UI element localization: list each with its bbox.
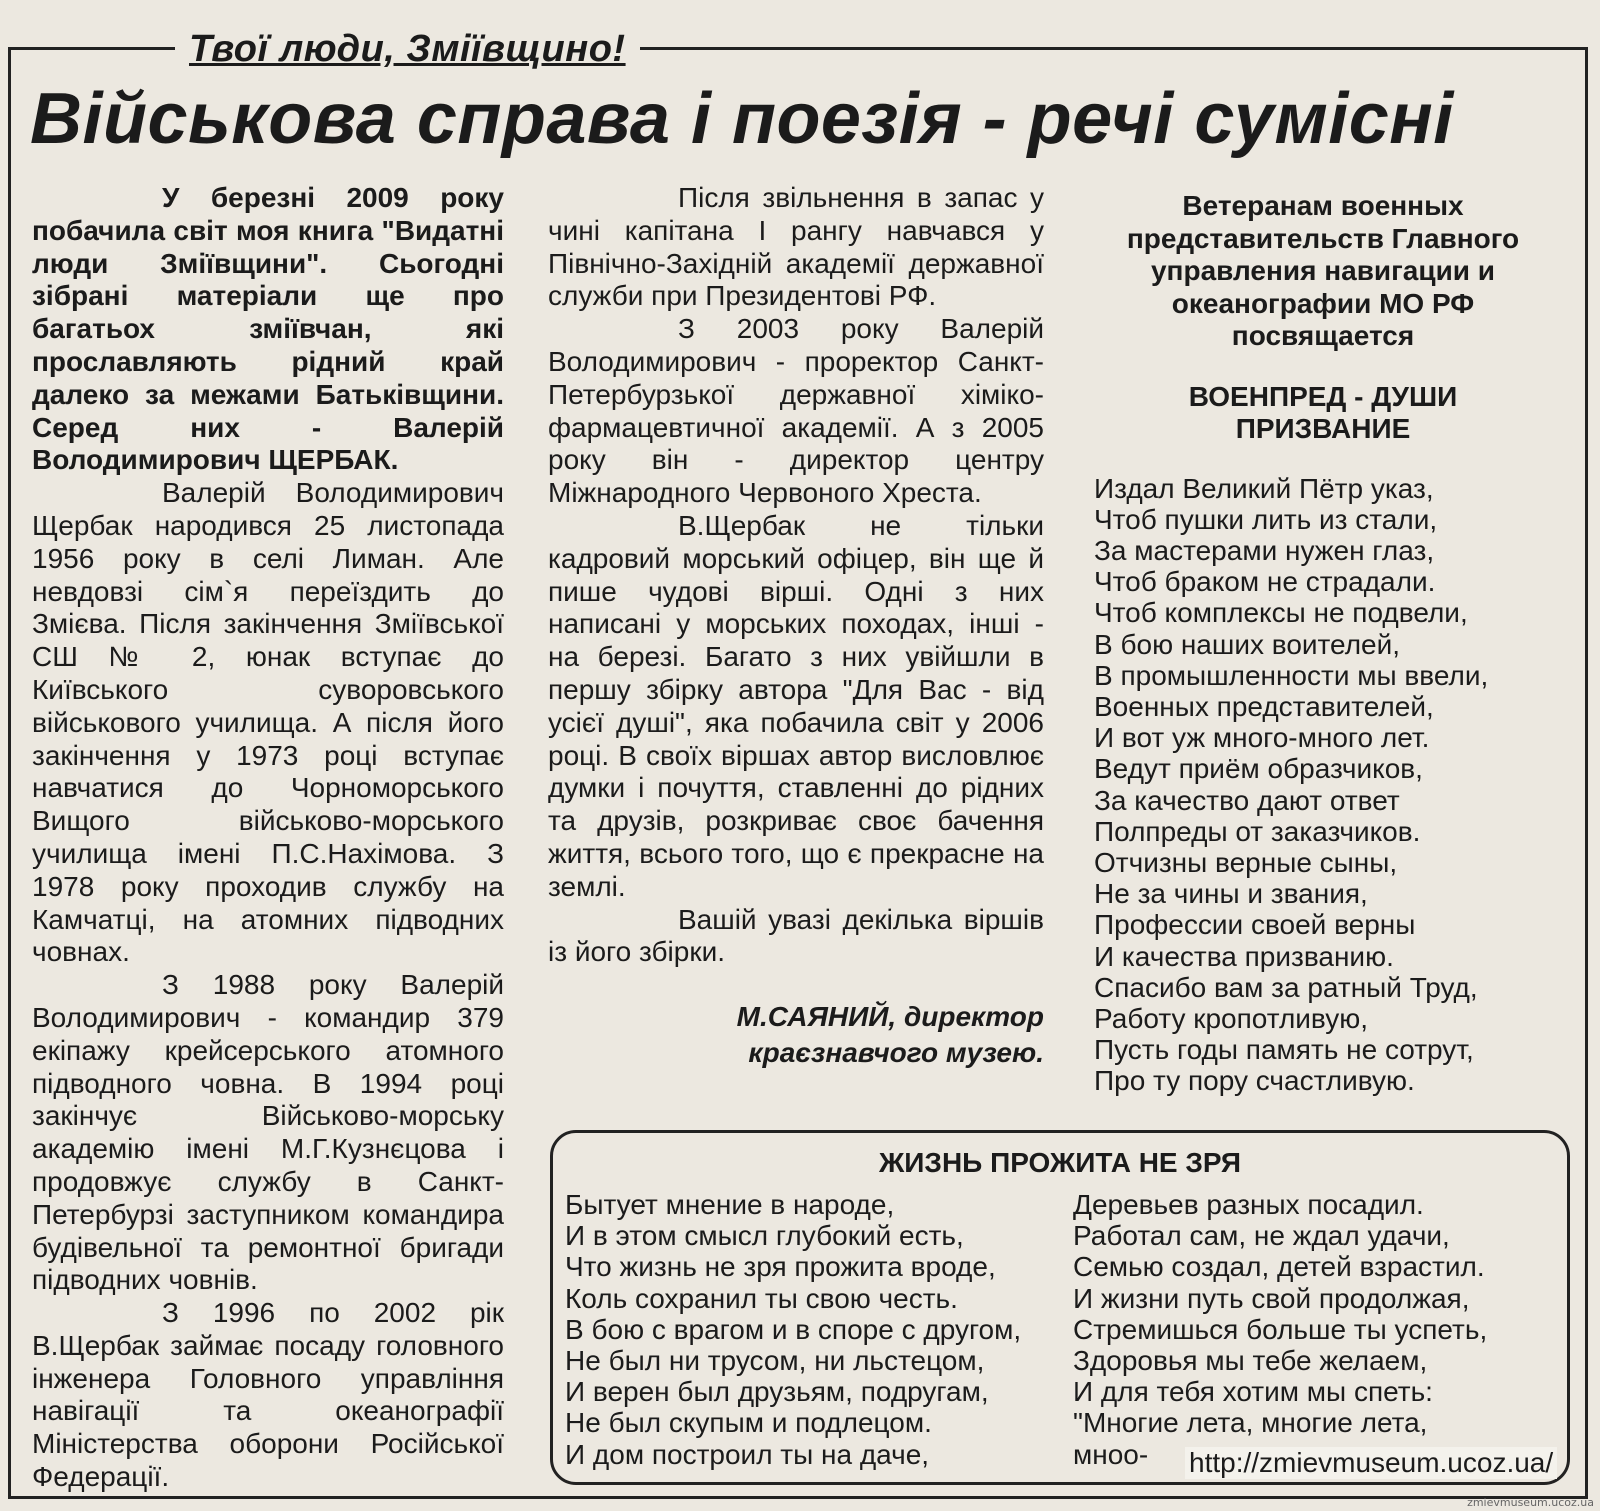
- verse-line: Пусть годы память не сотрут,: [1094, 1034, 1474, 1066]
- verse-line: Что жизнь не зря прожита вроде,: [565, 1251, 996, 1283]
- poem-box-title: ЖИЗНЬ ПРОЖИТА НЕ ЗРЯ: [878, 1147, 1242, 1178]
- poem-box-right-column: [1073, 1189, 1487, 1470]
- verse-line: В бою наших воителей,: [1094, 628, 1401, 660]
- poem-column: [1088, 190, 1558, 1097]
- verse-line: Здоровья мы тебе желаем,: [1073, 1345, 1428, 1377]
- article-paragraph: З 2003 року Валерій Володимирович - проректор Санкт-Петербурзької державної хіміко-фармацевтичної академії. А з 2005 року він - директор центру Міжнародного Червоного Хреста.: [548, 313, 1044, 509]
- verse-line: Про ту пору счастливую.: [1094, 1065, 1415, 1097]
- verse-line: Не был ни трусом, ни льстецом,: [565, 1345, 985, 1377]
- article-paragraph: Вашій увазі декілька віршів із його збірки.: [548, 903, 1044, 968]
- verse-line: И в этом смысл глубокий есть,: [565, 1220, 964, 1252]
- verse-line: Спасибо вам за ратный Труд,: [1094, 971, 1478, 1003]
- verse-line: В промышленности мы ввели,: [1094, 659, 1489, 691]
- verse-line: В бою с врагом и в споре с другом,: [565, 1313, 1022, 1345]
- poem-verse: [1088, 473, 1558, 1097]
- verse-line: Военных представителей,: [1094, 690, 1434, 722]
- website-link[interactable]: http://zmievmuseum.ucoz.ua/: [1185, 1447, 1557, 1479]
- poem-verse: [1073, 1189, 1487, 1470]
- verse-line: Не был скупым и подлецом.: [565, 1407, 932, 1439]
- poem-dedication: Ветеранам военных представительств Главного управления навигации и океанографии МО РФ посвящается: [1126, 190, 1520, 351]
- article-paragraph: Після звільнення в запас у чині капітана І рангу навчався у Північно-Західній академії державної служби при Президентові РФ.: [548, 182, 1044, 312]
- rubric: Твої люди, Зміївщино!: [175, 28, 640, 71]
- verse-line: Чтоб пушки лить из стали,: [1094, 503, 1438, 535]
- article-paragraph: З 1988 року Валерій Володимирович - командир 379 екіпажу крейсерського атомного підводного човна. В 1994 році закінчує Військово-морську академію імені М.Г.Кузнєцова і продовжує службу в Санкт-Петербурзі заступником командира будівельної та ремонтної бригади підводних човнів.: [32, 969, 504, 1296]
- headline: Військова справа і поезія - речі сумісні: [30, 79, 1454, 159]
- verse-line: И вот уж много-много лет.: [1094, 722, 1430, 754]
- article-column-2: [548, 182, 1044, 1071]
- poem-box-left-column: [565, 1189, 1021, 1470]
- verse-line: За мастерами нужен глаз,: [1094, 534, 1435, 566]
- verse-line: И дом построил ты на даче,: [565, 1438, 930, 1470]
- article-column-1: [32, 182, 504, 1494]
- poem-title: [1088, 381, 1558, 445]
- verse-line: За качество дают ответ: [1094, 784, 1400, 816]
- verse-line: И жизни путь свой продолжая,: [1073, 1282, 1470, 1314]
- verse-line: Чтоб браком не страдали.: [1094, 566, 1436, 598]
- verse-line: И для тебя хотим мы спеть:: [1073, 1376, 1433, 1408]
- verse-line: Деревьев разных посадил.: [1073, 1189, 1424, 1220]
- verse-line: "Многие лета, многие лета,: [1073, 1407, 1428, 1439]
- verse-line: И верен был друзьям, подругам,: [565, 1376, 989, 1408]
- verse-line: И качества призванию.: [1094, 940, 1394, 972]
- verse-line: Работал сам, не ждал удачи,: [1073, 1220, 1450, 1252]
- verse-line: Профессии своей верны: [1094, 909, 1416, 941]
- article-paragraph: Валерій Володимирович Щербак народився 25 листопада 1956 року в селі Лиман. Але невдовзі сім`я переїздить до Змієва. Після закінчення Зміївської СШ № 2, юнак вступає до Київського суворовського військового училища. А після його закінчення у 1973 році вступає навчатися до Чорноморського Вищого військово-морського училища імені П.С.Нахімова. З 1978 року проходив службу на Камчатці, на атомних підводних човнах.: [32, 477, 504, 968]
- poem-title-line: ПРИЗВАНИЕ: [1235, 412, 1411, 444]
- verse-line: Отчизны верные сыны,: [1094, 846, 1398, 878]
- verse-line: Ведут приём образчиков,: [1094, 753, 1423, 785]
- verse-line: Издал Великий Пётр указ,: [1094, 472, 1434, 504]
- article-lead: У березні 2009 року побачила світ моя книга "Видатні люди Зміївщини". Сьогодні зібрані матеріали ще про багатьох зміївчан, які прославляють рідний край далеко за межами Батьківщини. Серед них - Валерій Володимирович ЩЕРБАК.: [32, 182, 504, 476]
- verse-line: Семью создал, детей взрастил.: [1073, 1251, 1485, 1283]
- verse-line: мноо-: [1073, 1438, 1149, 1470]
- verse-line: Коль сохранил ты свою честь.: [565, 1282, 958, 1314]
- verse-line: Чтоб комплексы не подвели,: [1094, 597, 1468, 629]
- article-paragraph: В.Щербак не тільки кадровий морський офіцер, він ще й пише чудові вірші. Одні з них написані у морських походах, інші - на березі. Багато з них увійшли в першу збірку автора "Для Вас - від усієї душі", яка побачила світ у 2006 році. В своїх віршах автор висловлює думки і почуття, ставленні до рідних та друзів, розкриває своє бачення життя, всього того, що є прекрасне на землі.: [548, 509, 1044, 902]
- watermark: zmievmuseum.ucoz.ua: [1467, 1496, 1594, 1509]
- verse-line: Полпреды от заказчиков.: [1094, 815, 1421, 847]
- verse-line: Стремишься больше ты успеть,: [1073, 1313, 1488, 1345]
- signature-title: краєзнавчого музею.: [748, 1037, 1044, 1069]
- verse-line: Бытует мнение в народе,: [565, 1189, 895, 1220]
- signature: [548, 999, 1044, 1071]
- verse-line: Не за чины и звания,: [1094, 878, 1368, 910]
- signature-name: М.САЯНИЙ, директор: [736, 1001, 1044, 1033]
- poem-verse: [565, 1189, 1021, 1470]
- verse-line: Работу кропотливую,: [1094, 1002, 1368, 1034]
- article-paragraph: З 1996 по 2002 рік В.Щербак займає посаду головного інженера Головного управління навігації та океанографії Міністерства оборони Російської Федерації.: [32, 1297, 504, 1493]
- poem-title-line: ВОЕНПРЕД - ДУШИ: [1188, 380, 1458, 412]
- poem-box: [550, 1130, 1570, 1485]
